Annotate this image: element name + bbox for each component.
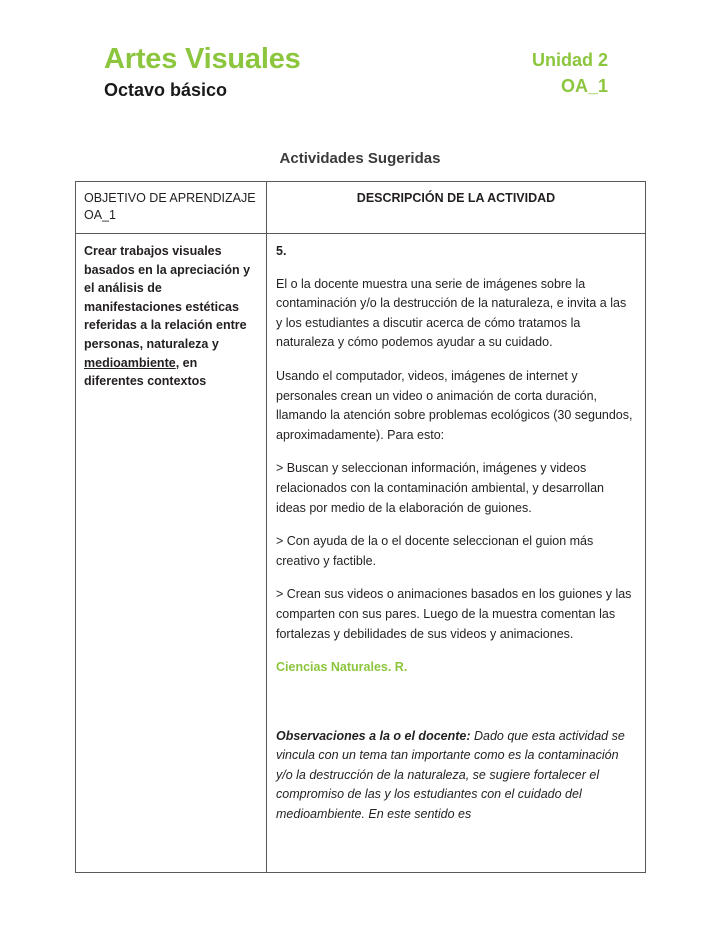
activity-number: 5. (276, 244, 287, 258)
activity-paragraph: > Crean sus videos o animaciones basados en los guiones y las comparten con sus pares. Luego de la muestra comentan las fortalezas y debilidades de sus videos y animaciones. (276, 587, 632, 641)
objective-text-part2: , en diferentes contextos (84, 355, 207, 389)
activity-paragraph: El o la docente muestra una serie de imágenes sobre la contaminación y/o la destrucción de la naturaleza, e invita a las y los estudiantes a discutir acerca de cómo tratamos la naturaleza y cómo podemos ayudar a su cuidado. (276, 276, 627, 350)
unit-label: Unidad 2 (531, 50, 608, 70)
document-header (75, 42, 645, 112)
objective-text-part1: Crear trabajos visuales basados en la apreciación y el análisis de manifestaciones estéticas referidas a la relación entre personas, naturaleza y (84, 244, 251, 351)
page-title: Actividades Sugeridas (279, 150, 441, 167)
course-level: Octavo básico (104, 80, 228, 100)
header-right-block (532, 47, 608, 99)
column-header-description: DESCRIPCIÓN DE LA ACTIVIDAD (267, 182, 646, 234)
activity-paragraph: Usando el computador, videos, imágenes de internet y personales crean un video o animación de corta duración, llamando la atención sobre problemas ecológicos (30 segundos, aproximadamente). Para esto: (276, 368, 633, 442)
column-header-objective: OBJETIVO DE APRENDIZAJE OA_1 (76, 182, 267, 234)
course-title: Artes Visuales (104, 43, 301, 75)
observation-body: Dado que esta actividad se vincula con un tema tan importante como es la contaminación y/o la destrucción de la naturaleza, se sugiere fortalecer el compromiso de las y los estudiantes con el cuidado del medioambiente. En este sentido es (276, 728, 625, 822)
activities-table (75, 181, 646, 873)
table-row (76, 234, 646, 873)
table-header-row (76, 182, 646, 234)
cell-activity-description (267, 234, 646, 873)
header-left-block (104, 42, 301, 102)
activity-paragraph: > Con ayuda de la o el docente seleccionan el guion más creativo y factible. (276, 534, 594, 568)
objective-text-underlined: medioambiente (84, 355, 176, 370)
teacher-observation (276, 727, 633, 825)
observation-label: Observaciones a la o el docente: (276, 728, 471, 743)
cross-reference-label: Ciencias Naturales. R. (276, 660, 408, 675)
oa-label: OA_1 (560, 76, 608, 96)
activity-paragraph: > Buscan y seleccionan información, imágenes y videos relacionados con la contaminación ambiental, y desarrollan ideas por medio de la elaboración de guiones. (276, 461, 604, 515)
vertical-spacer (276, 692, 633, 727)
cell-learning-objective (76, 234, 267, 873)
